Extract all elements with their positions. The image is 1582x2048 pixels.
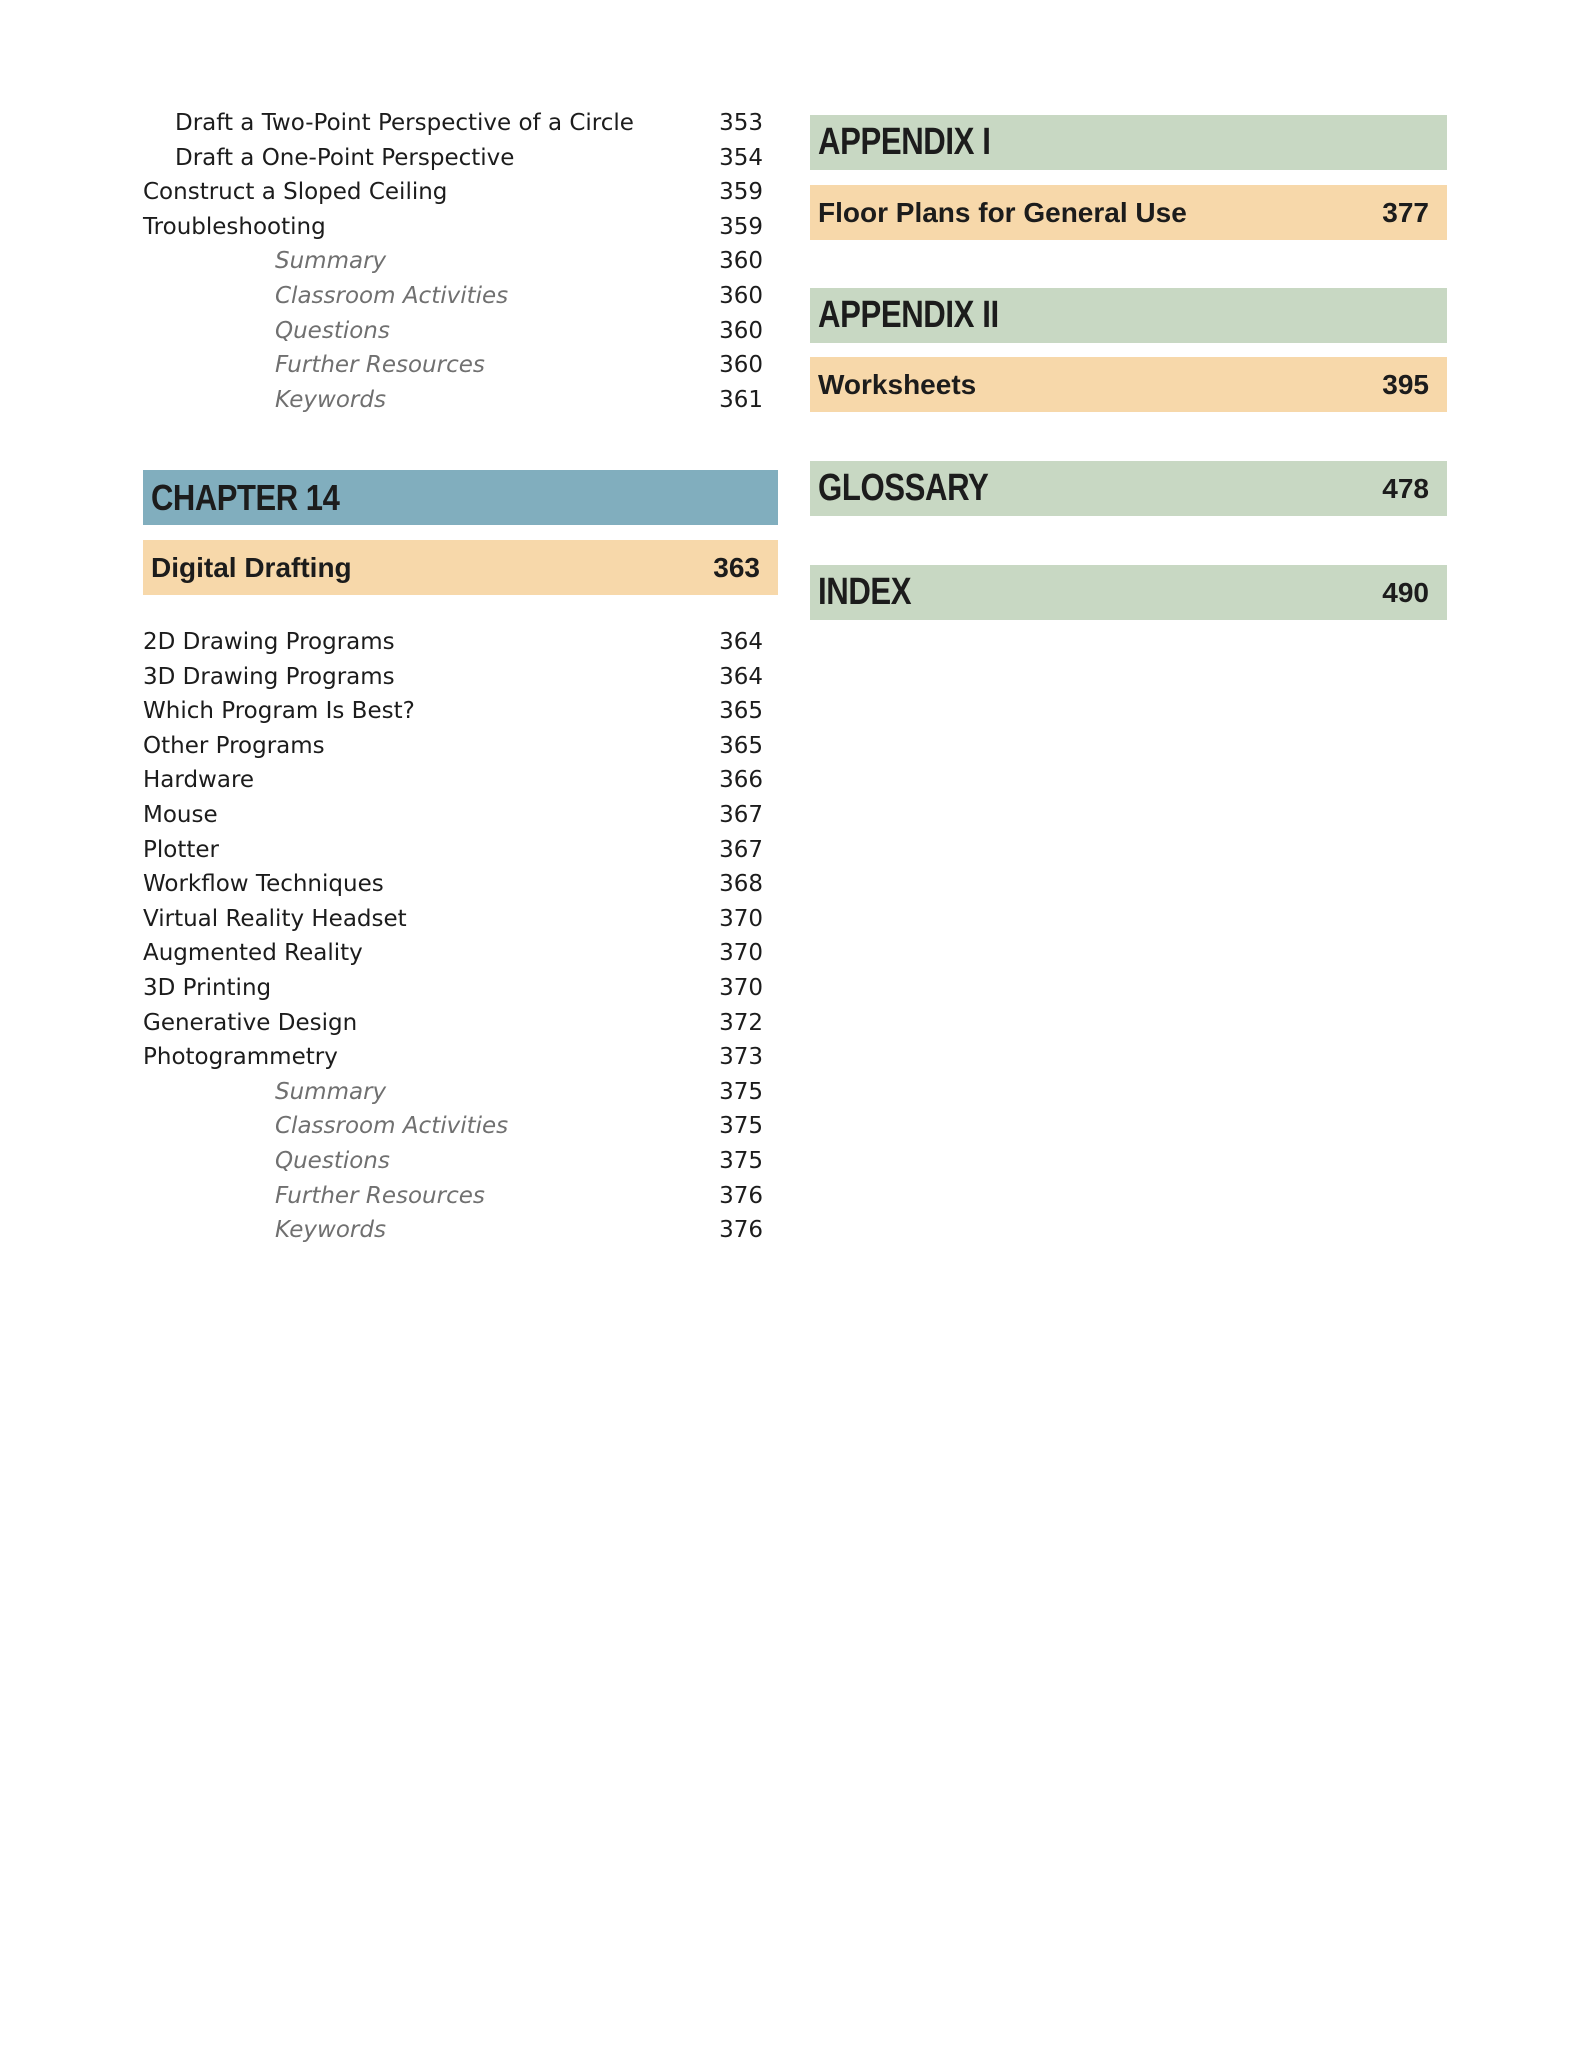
toc-entry-page-number: 364: [719, 663, 763, 690]
toc-entry-label: Other Programs: [143, 732, 325, 759]
toc-entry-page-number: 370: [719, 975, 763, 1001]
toc-entry[interactable]: [143, 1109, 763, 1143]
toc-entry-label: Draft a One-Point Perspective: [175, 144, 515, 171]
toc-entry[interactable]: [143, 314, 763, 348]
toc-entry-page-number: 359: [719, 179, 763, 206]
toc-entry-page-number: 366: [719, 767, 763, 794]
toc-entry[interactable]: [143, 936, 763, 970]
toc-entry-page-number: 367: [719, 836, 763, 863]
toc-entry-label: 2D Drawing Programs: [143, 629, 395, 655]
toc-entry-page-number: 375: [719, 1113, 763, 1140]
toc-entry-label: Mouse: [143, 802, 218, 828]
chapter-14-heading-band: [143, 470, 778, 525]
toc-entry-label: Further Resources: [275, 352, 485, 379]
glossary-heading: GLOSSARY: [818, 467, 989, 509]
toc-entry[interactable]: [143, 625, 763, 659]
toc-entry[interactable]: [143, 867, 763, 901]
toc-entry-page-number: 354: [719, 144, 763, 171]
chapter-14-title-band[interactable]: [143, 540, 778, 595]
index-band[interactable]: [810, 565, 1447, 620]
toc-entry-page-number: 376: [719, 1182, 763, 1209]
chapter-heading: CHAPTER 14: [151, 477, 340, 518]
appendix-2-heading: APPENDIX II: [818, 294, 999, 336]
appendix-2-page-number: 395: [1382, 369, 1429, 400]
chapter-page-number: 363: [713, 552, 760, 583]
toc-entry-page-number: 376: [719, 1217, 763, 1244]
index-page-number: 490: [1382, 577, 1429, 608]
chapter-title: Digital Drafting: [151, 552, 352, 583]
toc-entry[interactable]: [143, 833, 763, 867]
toc-entry-label: Virtual Reality Headset: [143, 905, 407, 932]
toc-entry-page-number: 364: [719, 629, 763, 655]
toc-entry-label: Questions: [275, 1148, 390, 1174]
toc-entry[interactable]: [143, 348, 763, 382]
appendix-1-heading-band: [810, 115, 1447, 170]
toc-entry-page-number: 359: [719, 213, 763, 240]
toc-entry[interactable]: [143, 1179, 763, 1213]
toc-entry-label: Keywords: [275, 1217, 386, 1244]
toc-entry[interactable]: [143, 106, 763, 140]
toc-entry-page-number: 360: [719, 352, 763, 379]
toc-entry-label: Classroom Activities: [275, 1113, 509, 1140]
toc-entry-page-number: 367: [719, 802, 763, 828]
toc-entry-label: 3D Drawing Programs: [143, 663, 395, 690]
toc-entry-page-number: 360: [719, 248, 763, 275]
toc-entry-label: Generative Design: [143, 1009, 358, 1036]
toc-entry[interactable]: [143, 141, 763, 175]
toc-entry-label: Hardware: [143, 767, 255, 794]
toc-entry[interactable]: [143, 729, 763, 763]
toc-entry-label: Classroom Activities: [275, 283, 509, 309]
toc-entry[interactable]: [143, 1213, 763, 1247]
toc-entry[interactable]: [143, 1075, 763, 1109]
toc-entry-label: Plotter: [143, 836, 219, 863]
toc-entry-label: 3D Printing: [143, 975, 272, 1001]
appendix-1-page-number: 377: [1382, 197, 1429, 228]
toc-entry[interactable]: [143, 175, 763, 209]
toc-entry[interactable]: [143, 1040, 763, 1074]
toc-entry[interactable]: [143, 902, 763, 936]
toc-entry-label: Summary: [275, 1078, 387, 1105]
glossary-band[interactable]: [810, 461, 1447, 516]
toc-entry[interactable]: [143, 971, 763, 1005]
toc-entry[interactable]: [143, 210, 763, 244]
toc-entry[interactable]: [143, 383, 763, 417]
appendix-2-heading-band: [810, 288, 1447, 343]
toc-entry-label: Draft a Two-Point Perspective of a Circle: [175, 110, 634, 136]
toc-entry[interactable]: [143, 660, 763, 694]
toc-entry-page-number: 360: [719, 317, 763, 344]
toc-entry-label: Construct a Sloped Ceiling: [143, 179, 448, 206]
toc-entry-label: Summary: [275, 248, 387, 275]
toc-entry-page-number: 372: [719, 1009, 763, 1036]
toc-entry[interactable]: [143, 694, 763, 728]
appendix-1-title-band[interactable]: [810, 185, 1447, 240]
toc-entry[interactable]: [143, 763, 763, 797]
toc-entry[interactable]: [143, 798, 763, 832]
toc-entry[interactable]: [143, 1144, 763, 1178]
toc-entry-page-number: 353: [719, 110, 763, 136]
toc-entry-label: Photogrammetry: [143, 1044, 338, 1071]
appendix-2-title-band[interactable]: [810, 357, 1447, 412]
index-heading: INDEX: [818, 571, 912, 613]
toc-entry[interactable]: [143, 279, 763, 313]
toc-entry-label: Questions: [275, 317, 390, 344]
toc-entry-page-number: 373: [719, 1044, 763, 1071]
toc-entry-label: Workflow Techniques: [143, 871, 384, 898]
toc-entry[interactable]: [143, 244, 763, 278]
toc-entry-label: Keywords: [275, 386, 386, 413]
toc-entry-label: Augmented Reality: [143, 940, 363, 967]
toc-entry-label: Which Program Is Best?: [143, 698, 415, 725]
toc-entry-page-number: 370: [719, 940, 763, 967]
appendix-1-title: Floor Plans for General Use: [818, 197, 1187, 228]
toc-entry-page-number: 360: [719, 283, 763, 309]
toc-entry-page-number: 365: [719, 732, 763, 759]
toc-entry-page-number: 370: [719, 905, 763, 932]
toc-entry-page-number: 365: [719, 698, 763, 725]
glossary-page-number: 478: [1382, 473, 1429, 504]
toc-entry-page-number: 375: [719, 1078, 763, 1105]
toc-entry-label: Further Resources: [275, 1182, 485, 1209]
toc-entry-label: Troubleshooting: [143, 213, 326, 240]
toc-entry-page-number: 368: [719, 871, 763, 898]
appendix-2-title: Worksheets: [818, 369, 977, 400]
toc-entry[interactable]: [143, 1006, 763, 1040]
toc-entry-page-number: 361: [719, 386, 763, 413]
appendix-1-heading: APPENDIX I: [818, 121, 991, 163]
toc-entry-page-number: 375: [719, 1148, 763, 1174]
